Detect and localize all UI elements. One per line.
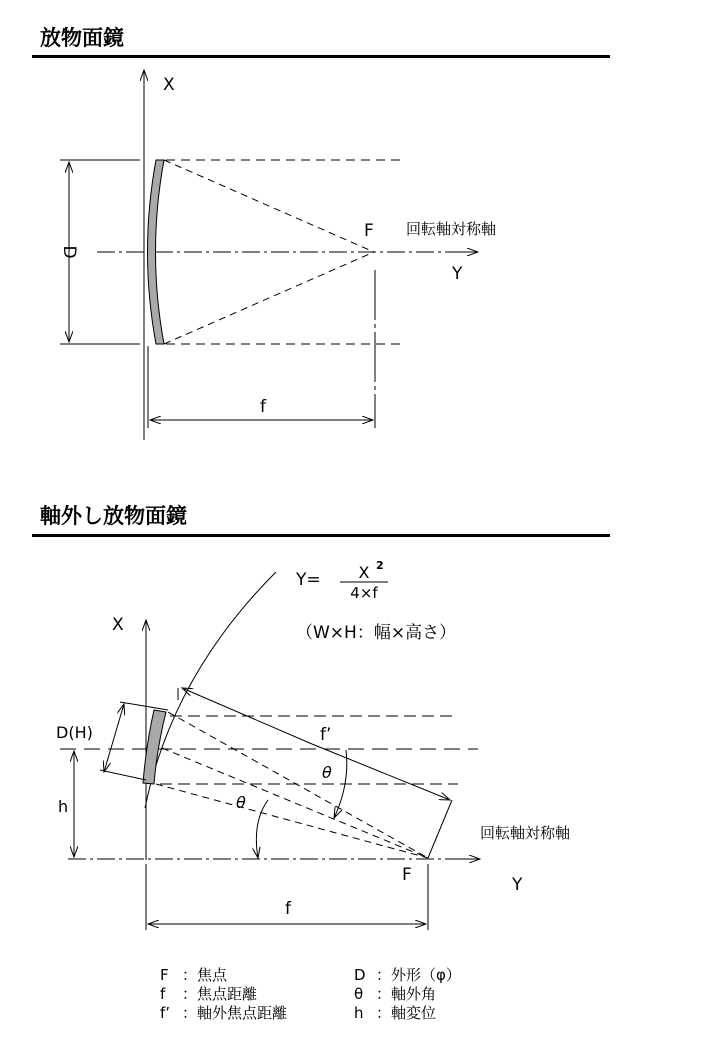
angle-label-lower: θ — [236, 793, 246, 812]
fprime-arrow-down — [312, 744, 450, 800]
section-rule — [32, 534, 610, 537]
section-title-parabolic-mirror: 放物面鏡 — [40, 26, 124, 50]
legend-symbol: f’ — [160, 1004, 171, 1022]
dh-arrow-down — [104, 738, 114, 772]
formula-exponent: 2 — [376, 559, 384, 572]
legend-description: ：焦点距離 — [182, 985, 258, 1003]
angle-label-upper: θ — [322, 763, 332, 782]
legend-symbol: θ — [354, 985, 364, 1003]
formula-denominator: 4×f — [350, 584, 378, 602]
diameter-label: D — [59, 245, 79, 259]
reflected-ray-top — [168, 712, 428, 858]
legend-description: ：焦点 — [182, 966, 228, 984]
legend-symbol: F — [160, 966, 169, 984]
legend-description: ：軸外角 — [376, 985, 437, 1003]
fprime-extension-right — [428, 800, 452, 858]
legend-row — [160, 1004, 461, 1023]
offaxis-focal-length-label: f’ — [320, 725, 332, 745]
dh-extension-top — [120, 702, 168, 710]
reflected-ray-center — [162, 748, 428, 858]
symbol-legend — [160, 966, 461, 1023]
reflected-ray-bottom — [156, 784, 428, 858]
legend-description: ：外形（φ） — [376, 966, 461, 984]
section-rule — [32, 55, 610, 58]
height-label: h — [58, 797, 69, 816]
legend-symbol: f — [160, 985, 166, 1003]
legend-symbol: D — [354, 966, 366, 984]
x-axis-label: X — [112, 615, 124, 635]
focal-length-label: f — [260, 397, 266, 417]
focus-label: F — [402, 865, 412, 885]
size-note: （W×H：幅×高さ） — [296, 623, 457, 643]
legend-symbol: h — [354, 1004, 364, 1022]
offaxis-mirror-diagram — [0, 545, 716, 945]
reflected-ray-bottom — [164, 252, 374, 344]
parabolic-mirror-diagram — [0, 60, 716, 440]
legend-row — [160, 985, 461, 1004]
axis-note: 回転軸対称軸 — [480, 824, 571, 842]
fprime-arrow-up — [182, 688, 312, 744]
y-axis-label: Y — [512, 875, 523, 895]
legend-row — [160, 966, 461, 985]
reflected-ray-top — [164, 160, 374, 252]
formula-numerator: X — [358, 563, 370, 582]
focal-length-label: f — [285, 899, 291, 919]
legend-description: ：軸外焦点距離 — [182, 1004, 288, 1022]
angle-arc-lower — [256, 800, 268, 858]
axis-note: 回転軸対称軸 — [406, 220, 497, 238]
section-title-offaxis-mirror: 軸外し放物面鏡 — [40, 504, 187, 528]
legend-description: ：軸変位 — [376, 1004, 437, 1022]
formula-lhs: Y= — [296, 570, 321, 590]
focus-label: F — [364, 221, 374, 241]
x-axis-label: X — [163, 75, 175, 95]
dh-arrow-up — [114, 704, 124, 738]
y-axis-label: Y — [452, 264, 463, 284]
parabola-curve — [145, 572, 276, 808]
diameter-label: D(H) — [56, 723, 93, 742]
dh-extension-bottom — [100, 770, 146, 780]
